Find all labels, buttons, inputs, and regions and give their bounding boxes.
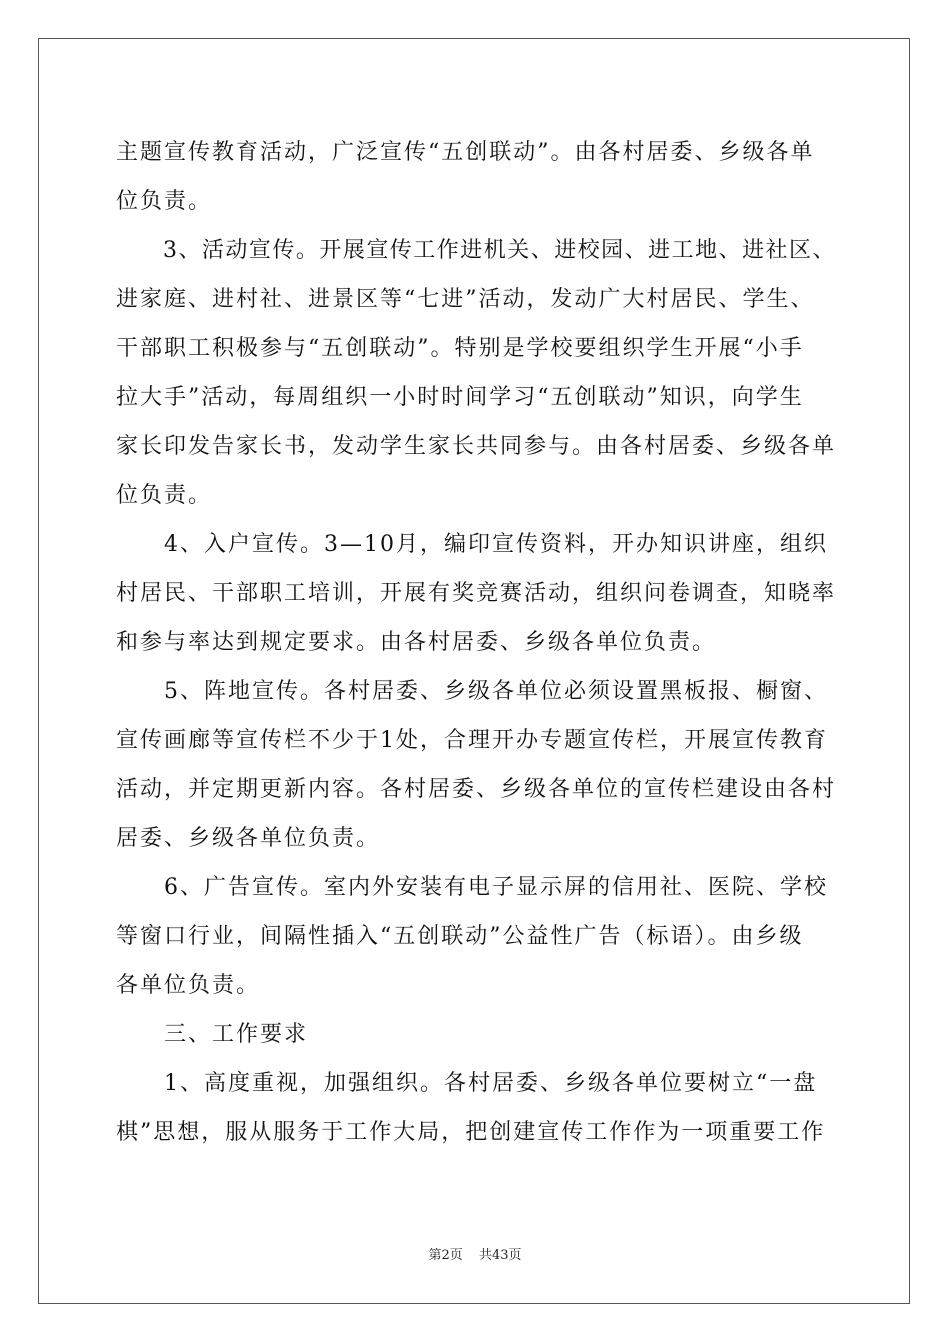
section-heading: 三、工作要求	[116, 1022, 309, 1047]
text-line: 干部职工积极参与“五创联动”。特别是学校要组织学生开展“小手	[116, 336, 804, 361]
text-line: 位负责。	[116, 189, 213, 214]
text-line: 村居民、干部职工培训，开展有奖竞赛活动，组织问卷调查，知晓率	[116, 581, 837, 606]
text-line: 主题宣传教育活动，广泛宣传“五创联动”。由各村居委、乡级各单	[116, 140, 815, 165]
text-line: 1、高度重视，加强组织。各村居委、乡级各单位要树立“一盘	[116, 1071, 818, 1096]
page-total: 共43页	[478, 1248, 522, 1263]
text-line: 进家庭、进村社、进景区等“七进”活动，发动广大村居民、学生、	[116, 287, 815, 312]
text-line: 棋”思想，服从服务于工作大局，把创建宣传工作作为一项重要工作	[116, 1120, 826, 1145]
text-line: 家长印发告家长书，发动学生家长共同参与。由各村居委、乡级各单	[116, 434, 837, 459]
page-footer	[0, 1244, 950, 1263]
text-line: 位负责。	[116, 483, 213, 508]
text-line: 拉大手”活动，每周组织一小时时间学习“五创联动”知识，向学生	[116, 385, 804, 410]
page-number: 第2页	[428, 1248, 463, 1263]
document-body	[116, 128, 836, 1157]
text-line: 宣传画廊等宣传栏不少于1处，合理开办专题宣传栏，开展宣传教育	[116, 728, 828, 753]
text-line: 5、阵地宣传。各村居委、乡级各单位必须设置黑板报、橱窗、	[116, 679, 828, 704]
text-line: 6、广告宣传。室内外安装有电子显示屏的信用社、医院、学校	[116, 875, 828, 900]
text-line: 居委、乡级各单位负责。	[116, 826, 381, 851]
text-line: 等窗口行业，间隔性插入“五创联动”公益性广告（标语）。由乡级	[116, 924, 804, 949]
text-line: 活动，并定期更新内容。各村居委、乡级各单位的宣传栏建设由各村	[116, 777, 837, 802]
text-line: 各单位负责。	[116, 973, 261, 998]
text-line: 4、入户宣传。3—10月，编印宣传资料，开办知识讲座，组织	[116, 532, 828, 557]
text-line: 和参与率达到规定要求。由各村居委、乡级各单位负责。	[116, 630, 717, 655]
text-line: 3、活动宣传。开展宣传工作进机关、进校园、进工地、进社区、	[116, 238, 836, 263]
